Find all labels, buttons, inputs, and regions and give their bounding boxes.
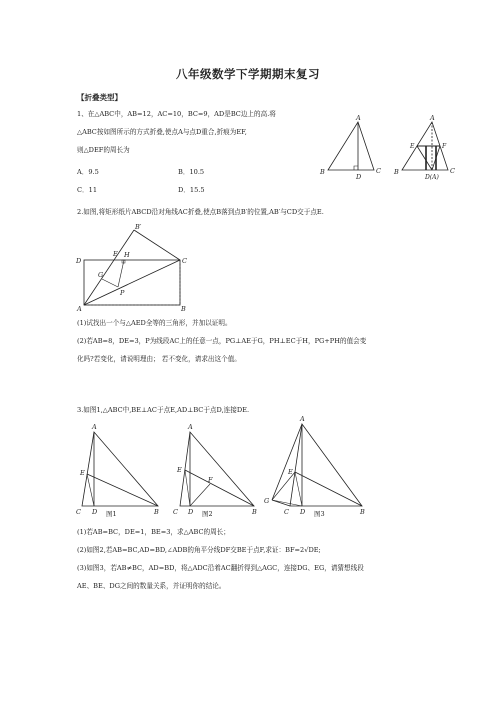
label-c: C [376, 167, 381, 175]
q3-part1: (1)若AB=BC，DE=1，BE=3，求△ABC的周长； [77, 528, 230, 536]
q2-stem: 2.如图,将矩形纸片ABCD沿对角线AC折叠,使点B落到点B′的位置,AB′与CD交于点E. [77, 208, 324, 216]
q1-figure-right [392, 112, 462, 184]
label-c: C [173, 508, 178, 516]
q3-part2: (2)如图2,若AB=BC,AD=BD,∠ADB的角平分线DF交BE于点F,求证：BF=2√DE; [77, 546, 321, 554]
q2-part2-line2: 化吗?若变化，请说明理由； 若不变化，请求出这个值。 [77, 355, 241, 363]
q3-stem: 3.如图1,△ABC中,BE⊥AC于点E,AD⊥BC于点D,连接DE. [77, 406, 250, 414]
label-d: D [356, 173, 362, 181]
q3-part3-line2: AE、BE、DG之间的数量关系，并证明你的结论。 [77, 582, 226, 590]
label-p: P [120, 289, 125, 297]
q1-option-c: C．11 [77, 186, 98, 194]
label-a: A [92, 423, 97, 431]
label-da: D(A) [425, 174, 439, 181]
label-b: B [154, 508, 159, 516]
label-c: C [182, 257, 187, 265]
q2-part1: (1)试找出一个与△AED全等的三角形，并加以证明。 [77, 319, 232, 327]
section-heading: 【折叠类型】 [77, 93, 122, 102]
q1-line3: 则△DEF的周长为 [77, 146, 130, 154]
label-e: E [410, 143, 415, 150]
q3-figure-2 [170, 418, 270, 518]
label-h: H [124, 251, 130, 259]
label-b-prime: B′ [135, 223, 142, 231]
label-g: G [264, 497, 270, 505]
q3-figure-1 [74, 418, 166, 518]
label-e: E [113, 250, 118, 258]
label-a: A [430, 114, 435, 122]
q3-part3-line1: (3)如图3，若AB≠BC，AD=BD，将△ADC沿着AC翻折得到△AGC，连接DG、EG，请猜想线段 [77, 564, 364, 572]
label-b: B [394, 168, 399, 176]
label-c: C [76, 508, 81, 516]
label-a: A [356, 114, 361, 122]
label-d: D [300, 508, 306, 516]
q2-figure [76, 222, 196, 314]
label-b: B [360, 508, 365, 516]
label-f: F [442, 143, 447, 150]
q1-option-d: D．15.5 [178, 186, 205, 194]
label-c: C [450, 167, 455, 175]
q1-line2: △ABC按如图所示的方式折叠,使点A与点D重合,折痕为EF, [77, 128, 247, 136]
caption-fig2: 图2 [202, 510, 213, 518]
q3-figure-3 [258, 412, 368, 518]
q1-option-a: A．9.5 [77, 168, 99, 176]
label-a: A [77, 305, 82, 313]
label-a: A [300, 415, 305, 423]
q1-line1: 1、在△ABC中，AB=12，AC=10，BC=9，AD是BC边上的高.将 [77, 110, 276, 118]
label-c: C [284, 508, 289, 516]
label-e: E [288, 468, 293, 476]
label-d: D [76, 257, 82, 265]
caption-fig1: 图1 [106, 510, 117, 518]
label-a: A [188, 423, 193, 431]
label-d: D [92, 508, 98, 516]
label-g: G [98, 271, 104, 279]
caption-fig3: 图3 [314, 510, 325, 518]
label-b: B [252, 508, 257, 516]
label-f: F [208, 476, 213, 484]
label-d: D [188, 508, 194, 516]
q1-option-b: B．10.5 [178, 168, 205, 176]
label-e: E [177, 466, 182, 474]
q1-figure-left [318, 112, 388, 184]
q2-part2-line1: (2)若AB=8，DE=3，P为线段AC上的任意一点，PG⊥AE于G，PH⊥EC于H，PG+PH的值会变 [77, 337, 367, 345]
page-title: 八年级数学下学期期末复习 [176, 67, 320, 81]
label-b: B [320, 168, 325, 176]
label-b: B [181, 305, 186, 313]
label-e: E [80, 469, 85, 477]
